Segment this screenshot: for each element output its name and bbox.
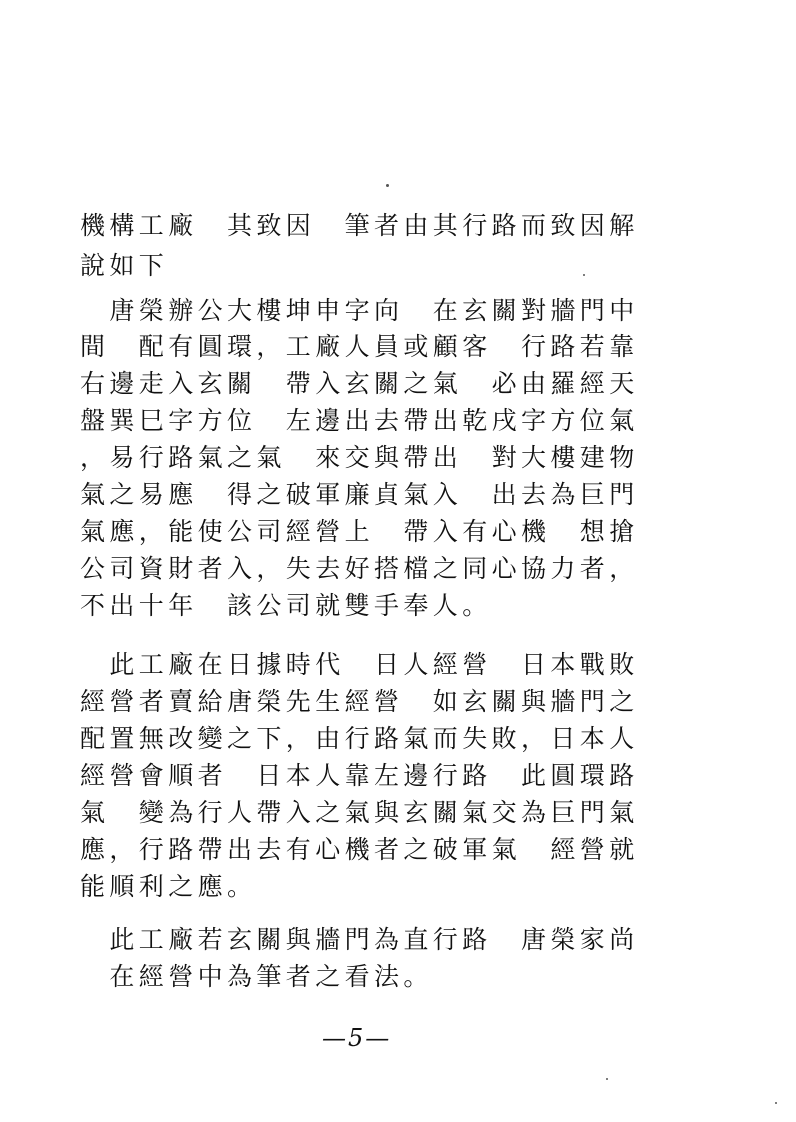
text-line: 能順利之應。	[80, 872, 257, 901]
text-line: 公司資財者入，失去好搭檔之同心協力者，	[80, 554, 639, 583]
text-line: 此工廠在日據時代 日人經營 日本戰敗	[80, 650, 639, 679]
text-line: 此工廠若玄關與牆門為直行路 唐榮家尚	[80, 925, 639, 954]
text-line: ，易行路氣之氣 來交與帶出 對大樓建物	[80, 443, 639, 472]
scan-speck	[606, 1078, 608, 1080]
scan-speck	[583, 274, 585, 276]
scan-speck	[775, 1102, 777, 1104]
text-line: 唐榮辦公大樓坤申字向 在玄關對牆門中	[80, 296, 639, 325]
text-line: 應，行路帶出去有心機者之破軍氣 經營就	[80, 835, 639, 864]
text-line: 盤巽巳字方位 左邊出去帶出乾戌字方位氣	[80, 406, 639, 435]
text-line: 機構工廠 其致因 筆者由其行路而致因解	[80, 211, 639, 240]
text-line: 氣之易應 得之破軍廉貞氣入 出去為巨門	[80, 480, 639, 509]
text-line: 經營者賣給唐榮先生經營 如玄關與牆門之	[80, 687, 639, 716]
text-line: 說如下	[80, 251, 169, 280]
text-line: 經營會順者 日本人靠左邊行路 此圓環路	[80, 761, 639, 790]
text-line: 右邊走入玄關 帶入玄關之氣 必由羅經天	[80, 369, 639, 398]
text-line: 不出十年 該公司就雙手奉人。	[80, 591, 492, 620]
text-line: 間 配有圓環，工廠人員或顧客 行路若靠	[80, 332, 639, 361]
text-line: 氣應，能使公司經營上 帶入有心機 想搶	[80, 517, 639, 546]
text-line: 配置無改變之下，由行路氣而失敗，日本人	[80, 724, 639, 753]
text-line: 氣 變為行人帶入之氣與玄關氣交為巨門氣	[80, 798, 639, 827]
page-number: —5—	[322, 1024, 392, 1052]
scan-speck	[386, 184, 389, 187]
text-line: 在經營中為筆者之看法。	[80, 962, 433, 991]
